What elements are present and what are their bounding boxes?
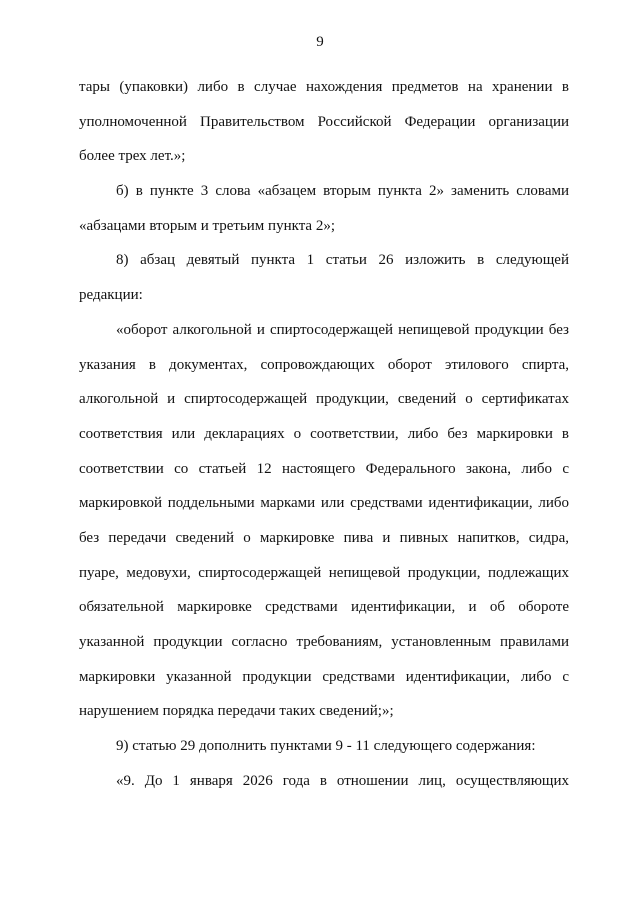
text-line: 9) статью 29 дополнить пунктами 9 - 11 следующего содержания: xyxy=(116,738,536,755)
text-line: «9. До 1 января 2026 года в отношении лиц, осуществляющих xyxy=(116,772,569,789)
text-line: алкогольной и спиртосодержащей продукции, сведений о сертификатах xyxy=(79,391,569,408)
text-line: редакции: xyxy=(79,287,143,304)
text-line: без передачи сведений о маркировке пива и пивных напитков, сидра, xyxy=(79,529,569,546)
text-line: уполномоченной Правительством Российской Федерации организации xyxy=(79,113,569,130)
document-body xyxy=(79,70,569,798)
text-line: соответствия или декларациях о соответствии, либо без маркировки в xyxy=(79,425,569,442)
text-line: обязательной маркировке средствами идентификации, и об обороте xyxy=(79,599,569,616)
text-line: маркировки указанной продукции средствами идентификации, либо с xyxy=(79,668,569,685)
text-line: б) в пункте 3 слова «абзацем вторым пункта 2» заменить словами xyxy=(116,183,569,200)
text-line: «оборот алкогольной и спиртосодержащей непищевой продукции без xyxy=(116,321,569,338)
text-line: более трех лет.»; xyxy=(79,148,186,165)
text-line: указания в документах, сопровождающих оборот этилового спирта, xyxy=(79,356,569,373)
text-line: «абзацами вторым и третьим пункта 2»; xyxy=(79,217,336,234)
text-line: пуаре, медовухи, спиртосодержащей непищевой продукции, подлежащих xyxy=(79,564,569,581)
text-line: тары (упаковки) либо в случае нахождения предметов на хранении в xyxy=(79,79,569,95)
text-line: 8) абзац девятый пункта 1 статьи 26 изложить в следующей xyxy=(116,252,569,269)
text-line: соответствии со статьей 12 настоящего Федерального закона, либо с xyxy=(79,460,569,477)
text-line: маркировкой поддельными марками или средствами идентификации, либо xyxy=(79,495,569,512)
page-number: 9 xyxy=(316,34,324,50)
text-line: нарушением порядка передачи таких сведений;»; xyxy=(79,703,394,720)
text-line: указанной продукции согласно требованиям, установленным правилами xyxy=(79,634,569,650)
